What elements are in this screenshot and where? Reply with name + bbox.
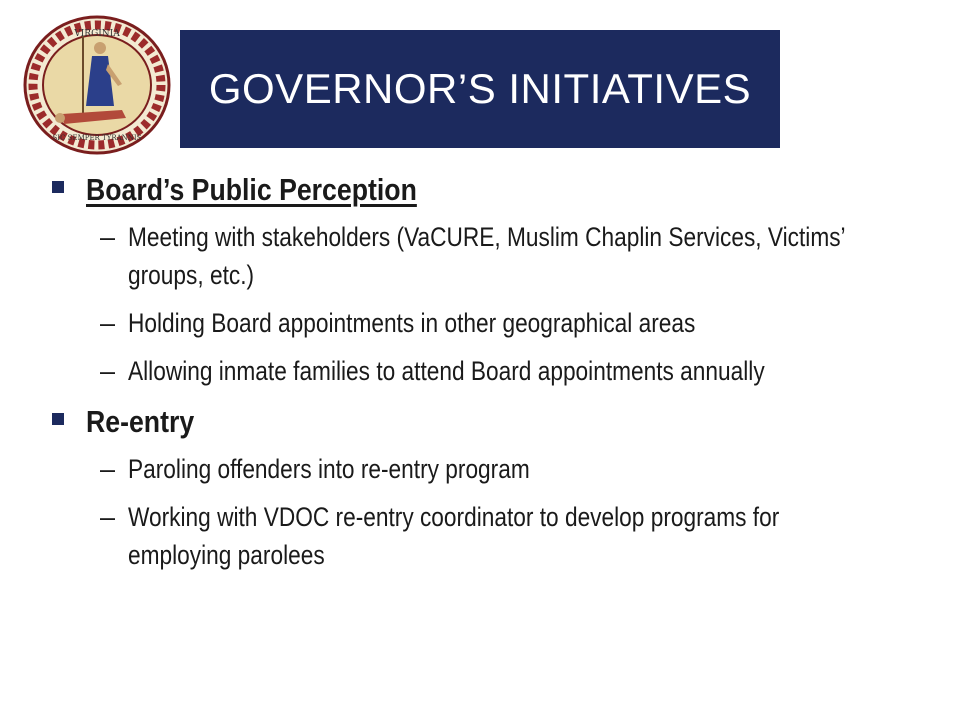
list-item: [100, 304, 932, 342]
dash-bullet: –: [100, 308, 116, 338]
section-reentry: [52, 400, 932, 574]
list-item: [100, 218, 932, 294]
virginia-seal-logo: [22, 14, 172, 156]
list-item: [100, 450, 932, 488]
seal-top-text: VIRGINIA: [74, 29, 120, 39]
dash-bullet: –: [100, 356, 116, 386]
list-item: [100, 352, 932, 390]
sub-bullet-list: [52, 450, 932, 574]
list-item-text: Meeting with stakeholders (VaCURE, Muslim Chaplin Services, Victims’ groups, etc.): [128, 222, 845, 290]
section-public-perception: [52, 168, 932, 390]
dash-bullet: –: [100, 454, 116, 484]
slide-content: [52, 168, 932, 584]
seal-motto: SIC SEMPER TYRANNIS: [52, 134, 142, 142]
list-item-text: Allowing inmate families to attend Board appointments annually: [128, 356, 765, 386]
list-item-text: Paroling offenders into re-entry program: [128, 454, 530, 484]
sub-bullet-list: [52, 218, 932, 390]
list-item-text: Holding Board appointments in other geographical areas: [128, 308, 696, 338]
section-heading-row: [52, 400, 932, 444]
square-bullet-icon: [52, 181, 64, 193]
square-bullet-icon: [52, 413, 64, 425]
dash-bullet: –: [100, 502, 116, 532]
slide-title: GOVERNOR’S INITIATIVES: [208, 65, 752, 112]
dash-bullet: –: [100, 222, 116, 252]
section-heading: Board’s Public Perception: [86, 172, 417, 207]
list-item-text: Working with VDOC re-entry coordinator to develop programs for employing parolees: [128, 502, 780, 570]
list-item: [100, 498, 932, 574]
title-bar: [180, 30, 780, 148]
section-heading-row: [52, 168, 932, 212]
section-heading: Re-entry: [86, 404, 195, 439]
